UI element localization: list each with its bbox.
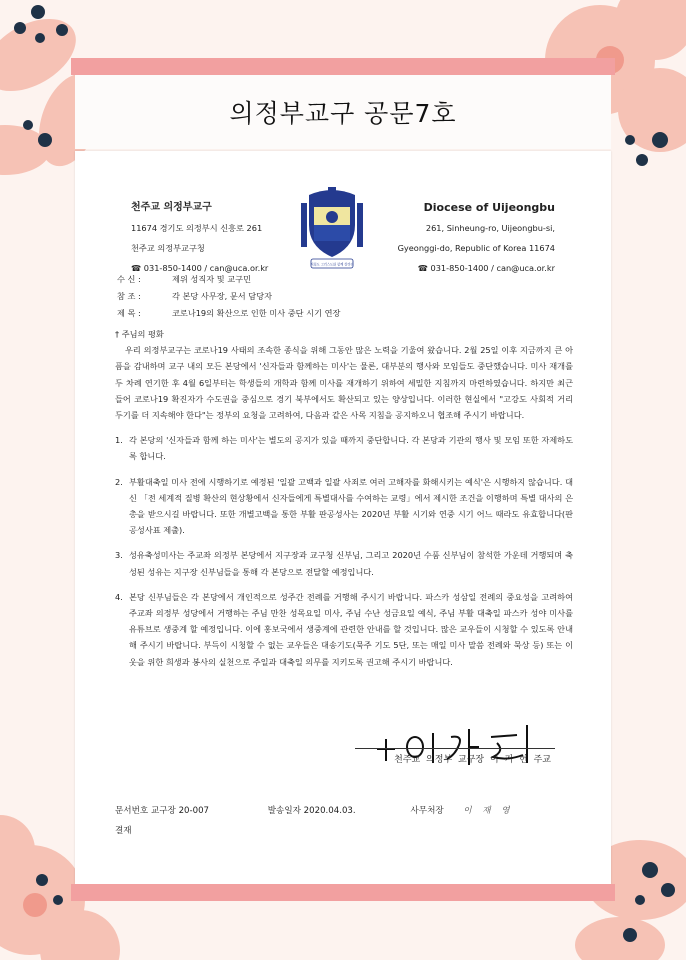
item-text: 본당 신부님들은 각 본당에서 개인적으로 성주간 전례를 거행해 주시기 바랍니다. 파스카 성삼일 전례의 중요성을 고려하여 주교좌 의정부 성당에서 거행하는 주님 만찬 성목요일 미사, 주님 수난 성금요일 예식, 주님 부활 대축일 파스카 성야 미사를 유튜브로 생중계 할 예정입니다. 이에 홍보국에서 생중계에 관련한 안내를 할 것입니다. 많은 교우들이 시청할 수 있도록 안내해 주시기 바랍니다. 부득이 시청할 수 없는 교우들은 대송기도(묵주 기도 5단, 또는 매일 미사 말씀 전례와 묵상 등) 또는 이웃을 위한 희생과 봉사의 실천으로 주일과 대축일 의무를 지키도록 권고해 주시기 바랍니다. bbox=[129, 591, 573, 667]
meta-row-subject bbox=[117, 305, 340, 322]
meta-value: 코로나19의 확산으로 인한 미사 중단 시기 연장 bbox=[172, 308, 341, 318]
list-item bbox=[115, 432, 573, 464]
meta-value: 각 본당 사무장, 문서 담당자 bbox=[172, 291, 273, 301]
title-box bbox=[75, 75, 611, 149]
meta-label: 참 조 : bbox=[117, 291, 141, 301]
item-number: 2. bbox=[115, 476, 123, 487]
footer bbox=[115, 801, 514, 841]
list-item bbox=[115, 589, 573, 670]
bottom-band bbox=[71, 884, 615, 901]
send-date: 발송일자 2020.04.03. bbox=[267, 806, 356, 816]
meta-row-reference bbox=[117, 288, 340, 305]
header-office-kr: 천주교 의정부교구청 bbox=[131, 243, 205, 253]
item-number: 3. bbox=[115, 550, 123, 561]
header-left bbox=[131, 198, 268, 278]
meta-row-recipient bbox=[117, 271, 340, 288]
doc-number: 문서번호 교구장 20-007 bbox=[115, 806, 210, 816]
approval-label: 결재 bbox=[115, 826, 132, 836]
meta-label: 수 신 : bbox=[117, 274, 141, 284]
top-band bbox=[71, 58, 615, 75]
signatory-name: 천주교 의정부 교구장 이 기 헌 주교 bbox=[394, 755, 551, 765]
manager-label: 사무처장 bbox=[410, 806, 444, 816]
list-item bbox=[115, 547, 573, 579]
item-text: 성유축성미사는 주교좌 의정부 본당에서 지구장과 교구청 신부님, 그리고 2020년 수품 신부님이 참석한 가운데 거행되며 축성된 성유는 지구장 신부님들을 통해 각 본당으로 전달할 예정입니다. bbox=[129, 550, 573, 577]
header-address2-en: Gyeonggi-do, Republic of Korea 11674 bbox=[397, 243, 555, 253]
item-text: 각 본당의 '신자들과 함께 하는 미사'는 별도의 공지가 있을 때까지 중단합니다. 각 본당과 기관의 행사 및 모임 또한 자제하도록 합니다. bbox=[129, 435, 573, 462]
meta-label: 제 목 : bbox=[117, 308, 141, 318]
page-title: 의정부교구 공문7호 bbox=[229, 99, 457, 128]
header-address1-en: 261, Sinheung-ro, Uijeongbu-si, bbox=[425, 223, 555, 233]
item-number: 1. bbox=[115, 435, 123, 446]
meta-block bbox=[117, 271, 340, 322]
item-text: 부활대축일 미사 전에 시행하기로 예정된 '일괄 고백과 일괄 사죄로 여러 고해자를 화해시키는 예식'은 시행하지 않습니다. 대신 「전 세계적 질병 확산의 현상황에서 신자들에게 특별대사를 수여하는 교령」에서 제시한 조건을 이행하며 특별 대사의 은총을 받으시길 바랍니다. 또한 개별고백을 통한 부활 판공성사는 2020년 부활 시기와 연중 시기 어느 때라도 유효합니다(판공성사표 제출). bbox=[129, 476, 573, 536]
document-page bbox=[75, 151, 611, 884]
header-org-kr: 천주교 의정부교구 bbox=[131, 202, 212, 213]
header-contact-en: ☎ 031-850-1400 / can@uca.or.kr bbox=[417, 263, 555, 273]
greeting: † 주님의 평화 bbox=[115, 329, 164, 339]
manager-signature: 이 재 영 bbox=[463, 806, 514, 816]
header-right bbox=[398, 198, 555, 278]
meta-value: 제위 성직자 및 교구민 bbox=[172, 274, 251, 284]
letter-body bbox=[115, 326, 573, 670]
list-item bbox=[115, 474, 573, 539]
intro-paragraph: 우리 의정부교구는 코로나19 사태의 조속한 종식을 위해 그동안 많은 노력을 기울여 왔습니다. 2월 25일 이후 지금까지 큰 아픔을 감내하며 교구 내의 모든 본당에서 '신자들과 함께하는 미사'는 물론, 대부분의 행사와 모임들도 중단했습니다. 미사 재개를 두 차례 연기한 후 4월 6일부터는 학생들의 개학과 함께 미사를 재개하기 위하여 세밀한 지침까지 마련하였습니다. 하지만 최근 들어 코로나19 확진자가 수도권을 중심으로 경기 북부에서도 확산되고 있는 양상입니다. 이러한 현실에서 "고강도 사회적 거리 두기를 더 지속해야 한다"는 정부의 요청을 고려하여, 다음과 같은 사목 지침을 공지하오니 협조해 주시기 바랍니다. bbox=[115, 345, 573, 421]
header-org-en: Diocese of Uijeongbu bbox=[423, 201, 555, 214]
header-address-kr: 11674 경기도 의정부시 신흥로 261 bbox=[131, 223, 263, 233]
item-number: 4. bbox=[115, 591, 123, 602]
header-contact-kr: ☎ 031-850-1400 / can@uca.or.kr bbox=[131, 263, 269, 273]
diocese-emblem bbox=[299, 185, 365, 271]
signature-line bbox=[355, 748, 555, 749]
emblem-motto: 저희도 그리스도와 함께 살리라 bbox=[310, 262, 354, 267]
